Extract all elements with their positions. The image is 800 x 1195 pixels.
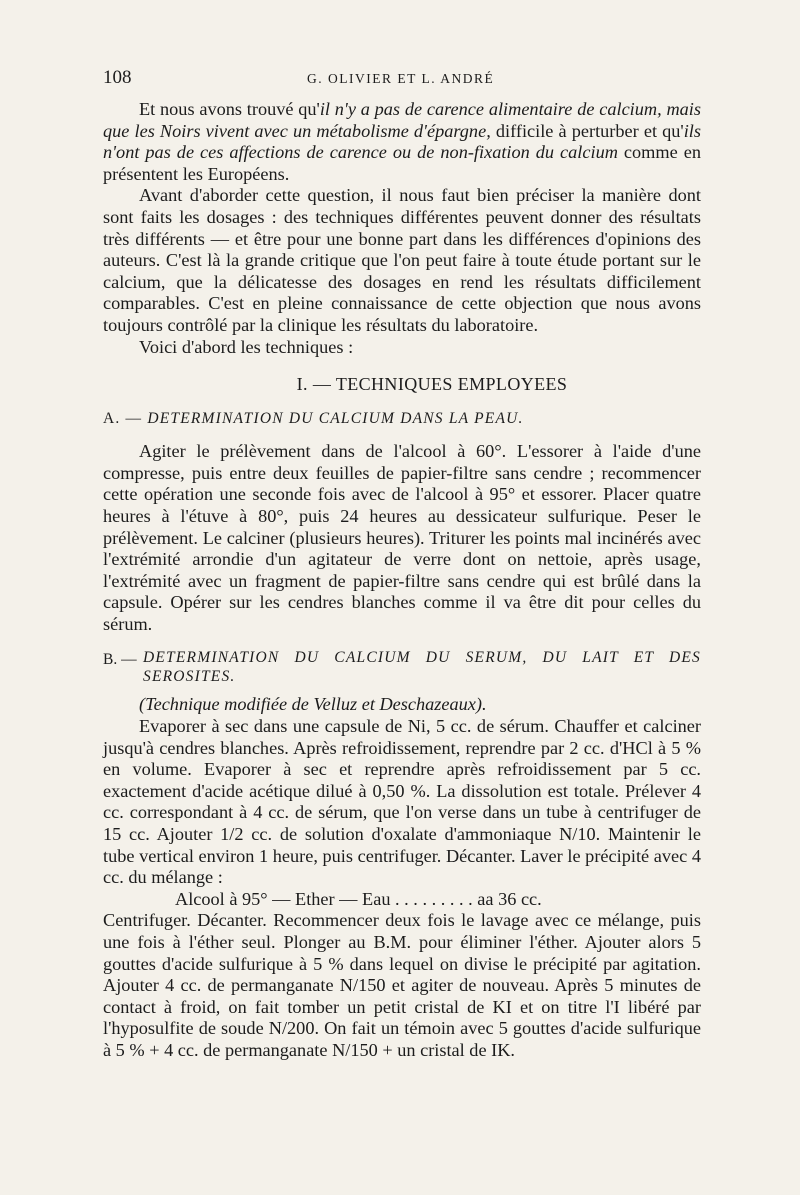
intro-paragraph-1 <box>103 99 701 185</box>
intro-p1-d: ils n'ont pas de ces affections de carence ou de non-fixation du calcium <box>103 120 701 163</box>
subsection-a-text: Agiter le prélèvement dans de l'alcool à 60°. L'essorer à l'aide d'une compresse, puis entre deux feuilles de papier-filtre sans cendre ; recommencer cette opération une seconde fois avec de l'alcool à 95° et essorer. Placer quatre heures à l'étuve à 80°, puis 24 heures au dessicateur sulfurique. Peser le prélèvement. Le calciner (plusieurs heures). Triturer les points mal incinérés avec l'extrémité arrondie d'un agitateur de verre dont on nettoie, après usage, l'extrémité avec un fragment de papier-filtre sans cendre qui est brûlé dans la capsule. Opérer sur les cendres blanches comme il va être dit pour celles du sérum. <box>103 441 701 634</box>
reagent-formula: Alcool à 95° — Ether — Eau . . . . . . . . . aa 36 cc. <box>175 888 542 909</box>
subsection-b-label: B. — <box>103 651 137 669</box>
intro-p1-e: comme en présentent les Européens. <box>103 142 701 184</box>
page-body <box>103 99 701 1062</box>
subsection-b-heading <box>103 649 701 686</box>
technique-note: (Technique modifiée de Velluz et Deschazeaux). <box>139 694 487 715</box>
section-title: I. — TECHNIQUES EMPLOYEES <box>296 374 568 395</box>
subsection-a-heading <box>103 409 701 429</box>
page-number: 108 <box>103 67 132 88</box>
intro-paragraph-2: Avant d'aborder cette question, il nous faut bien préciser la manière dont sont faits les dosages : des techniques différentes peuvent donner des résultats très différents — et être pour une bonne part dans les différences d'opinions des auteurs. C'est là la grande critique que l'on peut faire à toute étude portant sur le calcium, que la délicatesse des dosages en rend les résultats difficilement comparables. C'est en pleine connaissance de cette objection que nous avons toujours contrôlé par la clinique les résultats du laboratoire. <box>103 185 701 335</box>
subsection-b-text-1: Evaporer à sec dans une capsule de Ni, 5 cc. de sérum. Chauffer et calciner jusqu'à cendres blanches. Après refroidissement, reprendre par 2 cc. d'HCl à 5 % en volume. Evaporer à sec et reprendre après refroidissement par 5 cc. exactement d'acide acétique dilué à 0,50 %. La dissolution est totale. Prélever 4 cc. correspondant à 4 cc. de sérum, que l'on verse dans un tube à centrifuger de 15 cc. Ajouter 1/2 cc. de solution d'oxalate d'ammoniaque N/10. Maintenir le tube vertical environ 1 heure, puis centrifuger. Décanter. Laver le précipité avec 4 cc. du mélange : <box>103 716 701 888</box>
intro-p1-c: difficile à perturber et qu' <box>490 120 684 141</box>
subsection-b-text-2: Centrifuger. Décanter. Recommencer deux fois le lavage avec ce mélange, puis une fois à l'éther seul. Plonger au B.M. pour éliminer l'éther. Ajouter alors 5 gouttes d'acide sulfurique à 5 % dans lequel on divise le précipité par agitation. Ajouter 4 cc. de permanganate N/150 et agiter de nouveau. Après 5 minutes de contact à froid, on fait tomber un petit cristal de KI et on titre l'I libéré par l'hyposulfite de soude N/200. On fait un témoin avec 5 gouttes d'acide sulfurique à 5 % + 4 cc. de permanganate N/150 + un cristal de IK. <box>103 910 701 1060</box>
intro-paragraph-3: Voici d'abord les techniques : <box>139 336 354 357</box>
running-title: G. OLIVIER ET L. ANDRÉ <box>307 71 495 86</box>
subsection-b-title: DETERMINATION DU CALCIUM DU SERUM, DU LAIT ET DES SEROSITES. <box>143 649 701 685</box>
running-head <box>103 67 703 91</box>
intro-p1-b: il n'y a pas de carence alimentaire de calcium, mais que les Noirs vivent avec un métabolisme d'épargne, <box>103 99 701 141</box>
subsection-a-title: DETERMINATION DU CALCIUM DANS LA PEAU. <box>147 410 524 428</box>
intro-p1-a: Et nous avons trouvé qu' <box>139 99 320 119</box>
subsection-a-label: A. — <box>103 410 143 428</box>
